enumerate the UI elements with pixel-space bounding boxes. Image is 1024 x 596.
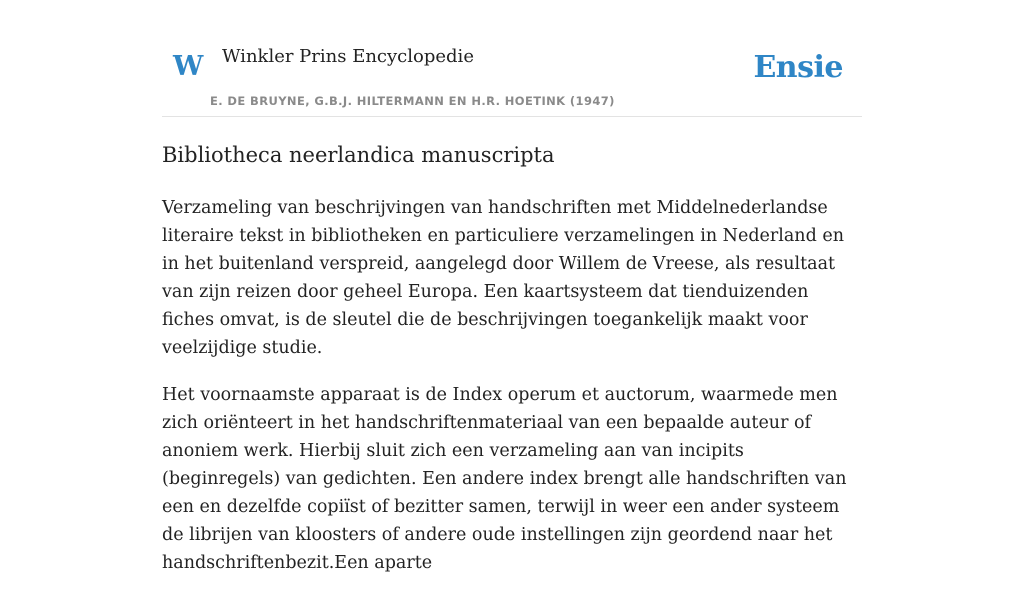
site-header — [162, 0, 862, 117]
article-paragraph: Verzameling van beschrijvingen van handschriften met Middelnederlandse literaire tekst in bibliotheken en particuliere verzamelingen in Nederland en in het buitenland verspreid, aangelegd door Willem de Vreese, als resultaat van zijn reizen door geheel Europa. Een kaartsysteem dat tienduizenden fiches omvat, is de sleutel die de beschrijvingen toegankelijk maakt voor veelzijdige studie. — [162, 198, 844, 358]
source-title[interactable]: Winkler Prins Encyclopedie — [222, 46, 474, 67]
article-paragraph: Het voornaamste apparaat is de Index operum et auctorum, waarmede men zich oriënteert in het handschriftenmateriaal van een bepaalde auteur of anoniem werk. Hierbij sluit zich een verzameling aan van incipits (beginregels) van gedichten. Een andere index brengt alle handschriften van een en dezelfde copiïst of bezitter samen, terwijl in weer een ander systeem de librijen van kloosters of andere oude instellingen zijn geordend naar het handschriftenbezit.Een aparte — [162, 385, 847, 573]
article-title: Bibliotheca neerlandica manuscripta — [162, 143, 555, 167]
article-content — [162, 140, 866, 596]
winkler-prins-logo[interactable]: W — [173, 51, 204, 82]
source-authors: E. DE BRUYNE, G.B.J. HILTERMANN EN H.R. HOETINK (1947) — [210, 94, 615, 108]
ensie-logo[interactable]: Ensie — [753, 50, 843, 85]
